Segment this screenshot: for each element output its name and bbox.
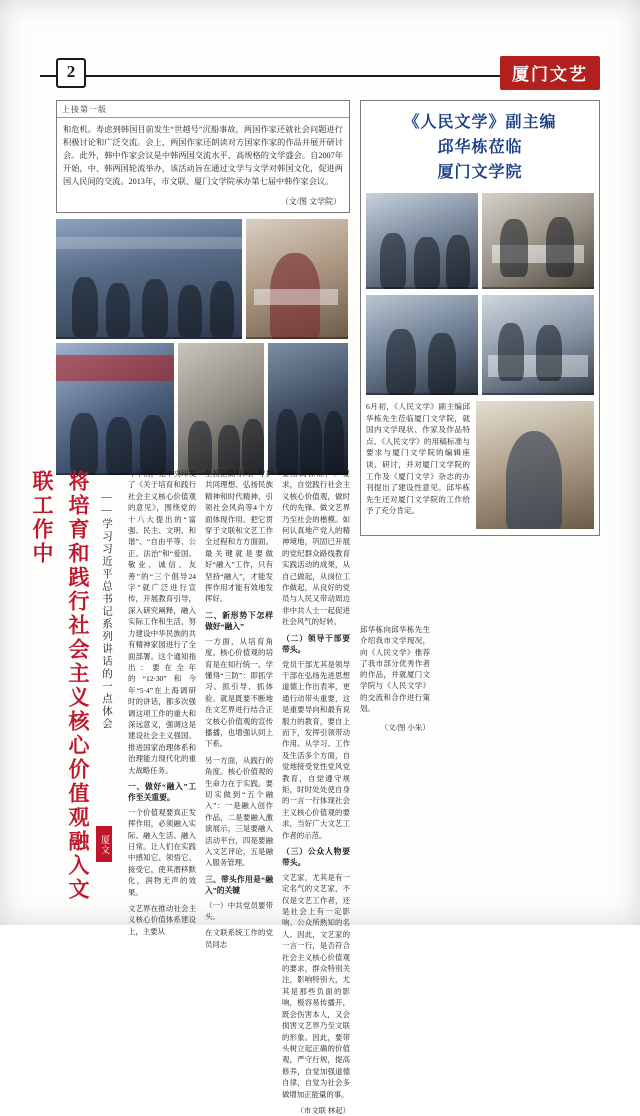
right-article-credit: （文/图 小朱） bbox=[380, 723, 430, 733]
photo-roundtable bbox=[482, 295, 594, 395]
paragraph: 另一方面，从践行的角度。核心价值观的生命力在于实践。要切实做到“五个融入”：一是融入创作作品，二是要融入激演展示，三是要融入活动平台，四是要融入文艺评论，五是融入服务管理。 bbox=[205, 755, 273, 868]
subheading: 一、做好“融入”工作至关重要。 bbox=[128, 781, 196, 803]
right-article bbox=[360, 100, 600, 536]
lead-article-credit: （文/图 文学院） bbox=[280, 197, 341, 206]
section-stamp: 厦文 bbox=[96, 826, 112, 862]
photo-books-exchange bbox=[482, 193, 594, 289]
subheading: 三、带头作用是“融入”的关键 bbox=[205, 874, 273, 896]
photo-stage-panel bbox=[56, 343, 174, 475]
page-number: 2 bbox=[56, 58, 86, 88]
lead-article-body: 和危机。寿虑到韩国目前发生“世越号”沉船事故，两国作家还就社会问题进行积极讨论和广泛交流。会上，两国作家还朗读对方国家作家的作品并展开研讨会。此外，韩中作家会议是中韩两国交流水平、高规格的文学盛会。自2007年开始，中、韩两国轮流举办，该活动旨在通过文学与文学对韩国文化，促进两国人民间的交流。2013年，市文联、厦门文学院承办第七届中韩作家会议。 bbox=[63, 125, 343, 186]
paragraph: 今年初，党中央印发了《关于培育和践行社会主义核心价值观的意见》，围绕党的十八大提出的“富强、民主、文明、和谐”、“自由平等、公正、法治”和“爱国、敬业、诚信、友善”的“三个倡导24字”就广泛进行宣传，开展教育引导，深入研究阐释，融入实际工作和生活，努力建设中华民族的共有精神家园进行了全面部署。这个通知指出：要在全年的“12·30”和今年“5·4”在上海调研时的讲话，都多次强调这项工作的重大和深远意义，强调这是建设社会主义强国、推进国家治理体系和治理能力现代化的重大战略任务。 bbox=[128, 469, 196, 775]
title-line-1: 《人民文学》副主编 bbox=[403, 112, 557, 131]
photo-caption bbox=[482, 287, 594, 289]
paragraph: 一个价值观要真正发挥作用，必须融入实际、融入生活、融入日常。让人们在实践中感知它、领悟它、接受它，使其潜移默化，润物无声的效果。 bbox=[128, 807, 196, 897]
photo-seminar-room bbox=[56, 219, 242, 339]
right-photo-pair bbox=[366, 193, 594, 289]
title-line-3: 厦门文学院 bbox=[437, 162, 523, 181]
subheading: （三）公众人物要带头。 bbox=[282, 847, 350, 868]
photo-caption bbox=[366, 393, 478, 395]
feature-headline: 将培育和践行社会主义核心价值观融入文联工作中 bbox=[30, 470, 91, 902]
feature-body bbox=[128, 468, 350, 1115]
article-credit: （市文联 林起） bbox=[296, 1105, 350, 1115]
paragraph: 在文联系统工作的党员同志 bbox=[205, 928, 273, 949]
photo-discussion bbox=[366, 295, 478, 395]
photo-caption bbox=[366, 287, 478, 289]
paragraph: 文艺家，尤其是有一定名气的文艺家，不仅是文艺工作者，还是社会上有一定影响、公众所熟知的名人。因此，文艺家的一言一行，是否符合社会主义核心价值观的要求，群众特别关注，影响特别大，尤其是那些负面的影响，极容易传播开，既会伤害本人，又会损害文艺界乃至文联的形象。因此，要带头树立起正确的价值观，严守行规，提高修养，自觉加强道德自律，自觉为社会多做增加正能量的事。 bbox=[282, 872, 350, 1099]
paragraph: 文艺界在推动社会主义核心价值体系建设上，主要从 bbox=[128, 904, 196, 936]
right-article-title bbox=[361, 101, 599, 193]
body-column-2 bbox=[205, 468, 273, 949]
title-line-2: 邱华栋莅临 bbox=[437, 137, 523, 156]
subheading: 二、新形势下怎样做好“融入” bbox=[205, 610, 273, 632]
continued-from-label: 上接第一版 bbox=[57, 101, 349, 118]
paragraph: 要出高标准，严要求，自觉践行社会主义核心价值观，做时代的先锋。做文艺界乃至社会的楷模。如何认真地产党人的精神境地，巩固已开展的党纪群众路线教育实践活动的成果，从自己做起，从岗位工作做起，从良好的党员与人民又带动周边非中共人士一起促进社会风气的好转。 bbox=[282, 469, 350, 627]
left-photo-grid bbox=[56, 219, 348, 475]
right-intro-block bbox=[366, 401, 594, 529]
feature-subheadline: ——学习习近平总书记系列讲话的一点体会 bbox=[101, 492, 112, 731]
right-body-columns bbox=[360, 624, 600, 924]
photo-caption bbox=[482, 393, 594, 395]
photo-group-standing bbox=[268, 343, 348, 475]
right-photo-pair-2 bbox=[366, 295, 594, 395]
photo-caption bbox=[56, 337, 242, 339]
body-column-1 bbox=[128, 468, 196, 936]
left-column bbox=[56, 100, 350, 475]
photo-audience-hall bbox=[178, 343, 264, 475]
right-body-column-1 bbox=[360, 624, 430, 739]
photo-portrait-qiu-huadong bbox=[476, 401, 594, 529]
paragraph: 坚持正确导向、守护共同理想、弘扬民族精神和时代精神、引领社会风尚等4个方面体现作用。把它贯穿于文联和文艺工作全过程和方方面面。最关键就是要做好“融入”工作，只有坚持“融入”，才能发挥作用才能有效地发挥好。 bbox=[205, 469, 273, 604]
lead-article bbox=[56, 100, 350, 213]
paragraph: （一）中共党员要带头。 bbox=[205, 900, 273, 922]
paper-logo: 厦门文艺 bbox=[500, 56, 600, 90]
photo-reader-woman bbox=[246, 219, 348, 339]
right-article-intro: 6月初，《人民文学》副主编邱华栋先生莅临厦门文学院，就国内文学现状、作家及作品特点、《人民文学》的用稿标准与要求与厦门文学院的编辑座谈、研讨，并对厦门文学院的工作及《厦门文学》杂志的办刊提出了建设性意见。邱华栋先生还对厦门文学院的工作给予了充分肯定。 bbox=[366, 402, 470, 516]
subheading: （二）领导干部要带头。 bbox=[282, 633, 350, 655]
photo-meeting-table bbox=[366, 193, 478, 289]
paragraph: 邱华栋向邱华栋先生介绍我市文学现况，向《人民文学》推荐了我市部分优秀作者的作品，并就厦门文学院与《人民文学》的交流和合作进行策划。 bbox=[360, 625, 430, 714]
photo-caption bbox=[246, 337, 348, 339]
body-column-3 bbox=[282, 468, 350, 1115]
paragraph: 一方面，从培育角度。核心价值观的培育是在知行统一、学懂得“三防”：即抓学习、抓引导、抓体验、就是既要不断地在文艺界进行结合正文核心价值观的宣传播播，也增强认同上下系。 bbox=[205, 636, 273, 749]
paragraph: 党员干部尤其是领导干部在弘扬先进思想道德上作出表率，更通行动带头重要，这是重要导向和最有说服力的教育，要自上而下，发挥引领带动作用。从学习、工作及生活多个方面，自觉地接受党性党风党教育，自觉遵守规矩，时时处处使自身的一言一行体现社会主义核心价值观的要求，当好广大文艺工作者的示范。 bbox=[282, 659, 350, 840]
